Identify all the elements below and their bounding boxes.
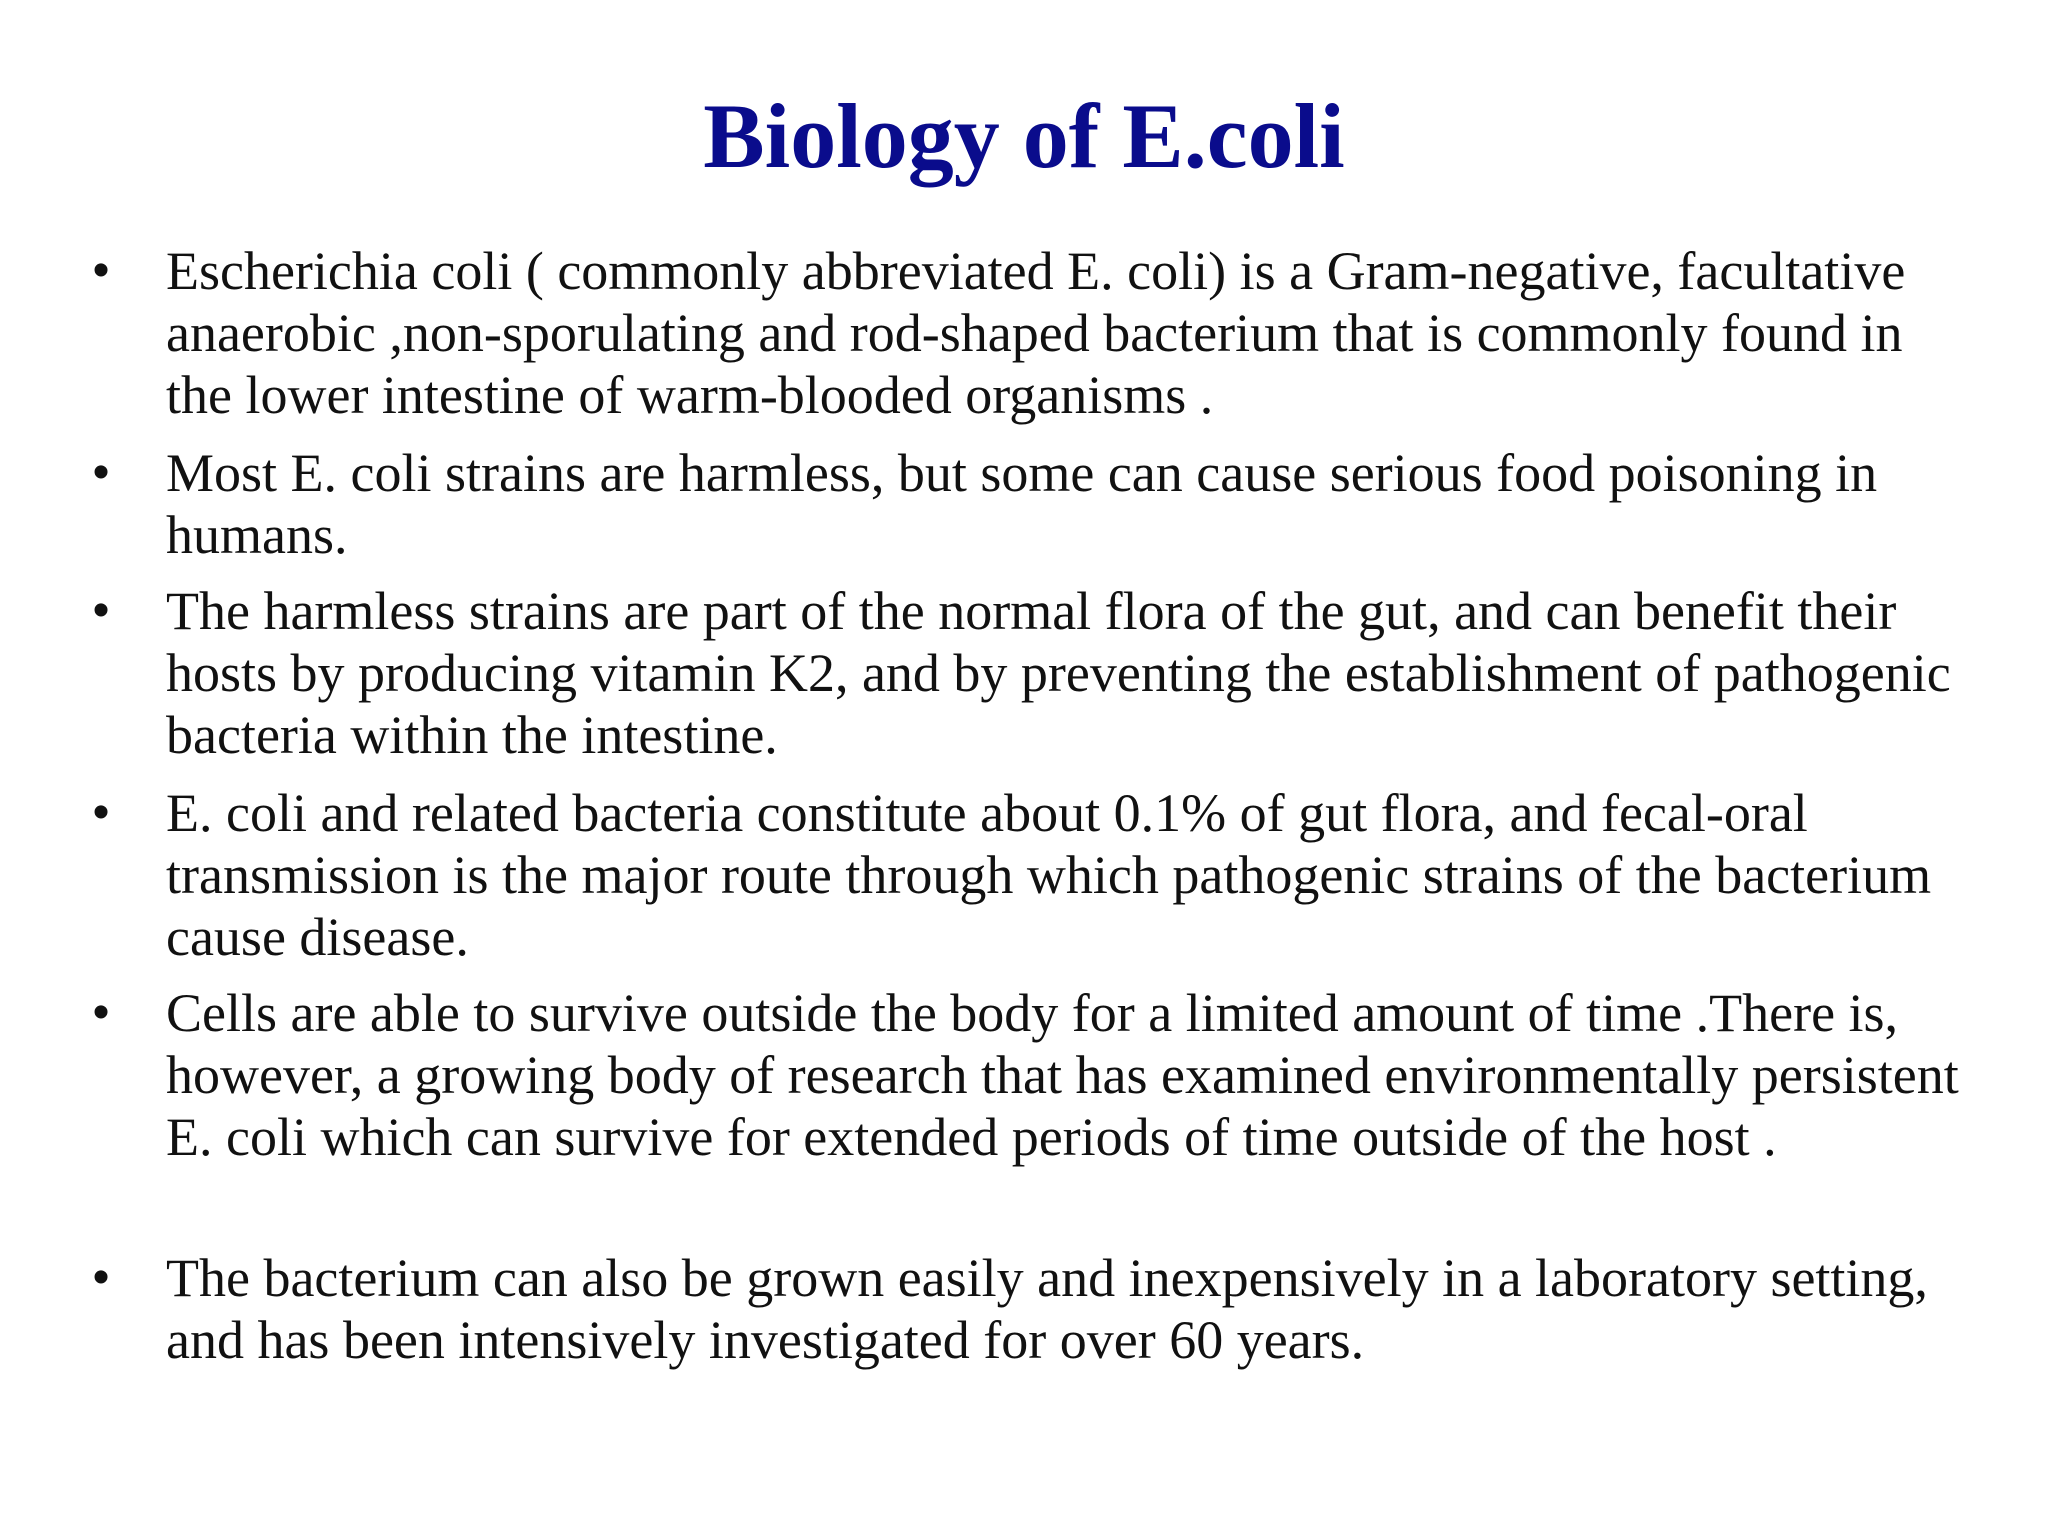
- bullet-text: Escherichia coli ( commonly abbreviated E. coli) is a Gram-negative, facultative anaerobic ,non-sporulating and rod-shaped bacterium that is commonly found in the lower intestine of warm-blooded organisms .: [166, 241, 1906, 425]
- bullet-text: Cells are able to survive outside the body for a limited amount of time .There is, however, a growing body of research that has examined environmentally persistent E. coli which can survive for extended periods of time outside of the host .: [166, 983, 1959, 1167]
- bullet-text: The bacterium can also be grown easily and inexpensively in a laboratory setting, and has been intensively investigated for over 60 years.: [166, 1248, 1928, 1370]
- bullet-icon: •: [92, 244, 110, 297]
- bullet-text: E. coli and related bacteria constitute about 0.1% of gut flora, and fecal-oral transmission is the major route through which pathogenic strains of the bacterium cause disease.: [166, 783, 1932, 967]
- bullet-icon: •: [92, 1251, 110, 1304]
- bullet-text: The harmless strains are part of the normal flora of the gut, and can benefit their hosts by producing vitamin K2, and by preventing the establishment of pathogenic bacteria within the intestine.: [166, 581, 1951, 765]
- slide-title: Biology of E.coli: [703, 85, 1345, 187]
- bullet-icon: •: [92, 446, 110, 499]
- bullet-icon: •: [92, 986, 110, 1039]
- bullet-icon: •: [92, 786, 110, 839]
- bullet-icon: •: [92, 584, 110, 637]
- bullet-text: Most E. coli strains are harmless, but some can cause serious food poisoning in humans.: [166, 443, 1878, 565]
